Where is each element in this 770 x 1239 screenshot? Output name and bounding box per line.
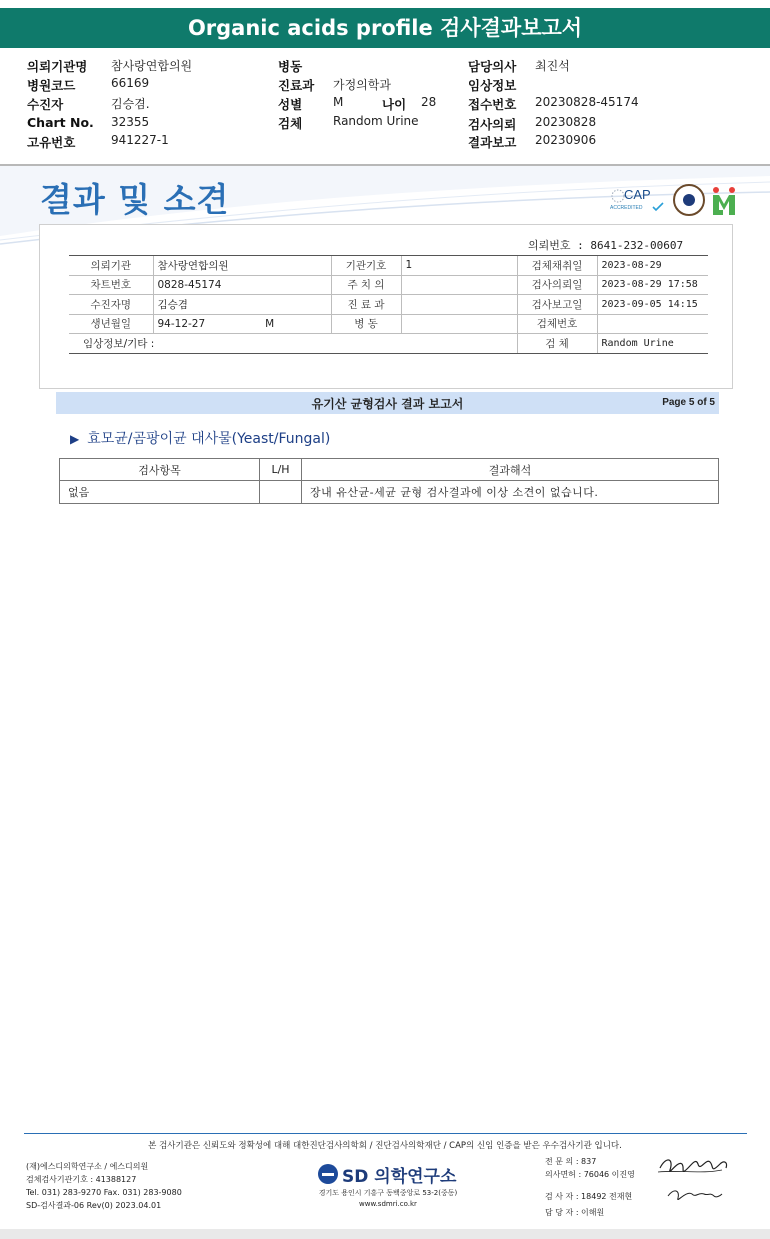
triangle-bullet-icon: ▶ xyxy=(70,432,80,446)
info-row: 차트번호 0828-45174 주 치 의 검사의뢰일 2023-08-29 17:58 xyxy=(69,275,708,295)
patient-value: 김승겸. xyxy=(111,97,150,111)
age-value: 28 xyxy=(421,95,437,109)
report-page xyxy=(0,166,770,1229)
clinical-label: 임상정보 xyxy=(468,78,517,93)
chart-no-label: Chart No. xyxy=(27,115,94,130)
cap-logo: CAP ACCREDITED xyxy=(608,186,664,216)
receipt-label: 접수번호 xyxy=(468,97,517,112)
accreditation-note: 본 검사기관은 신뢰도와 정확성에 대해 대한진단검사의학회 / 진단검사의학재단 / CAP의 신임 인증을 받은 우수검사기관 입니다. xyxy=(148,1141,622,1151)
info-row: 의뢰기관 참사랑연합의원 기관기호 1 검체채취일 2023-08-29 xyxy=(69,256,708,276)
signatures xyxy=(652,1150,734,1210)
unique-no-label: 고유번호 xyxy=(27,135,76,150)
subsection-title: ▶ 효모균/곰팡이균 대사물(Yeast/Fungal) xyxy=(70,431,331,447)
sex-label: 성별 xyxy=(278,97,303,112)
footer-divider xyxy=(24,1133,747,1134)
table-row: 없음 장내 유산균-세균 균형 검사결과에 이상 소견이 없습니다. xyxy=(60,481,719,504)
test-request-label: 검사의뢰 xyxy=(468,117,517,132)
report-date-value: 20230906 xyxy=(535,133,597,147)
results-table xyxy=(59,458,719,504)
results-header-row: 검사항목 L/H 결과해석 xyxy=(60,459,719,481)
ward-label: 병동 xyxy=(278,59,303,74)
report-title: Organic acids profile 검사결과보고서 xyxy=(0,8,770,48)
test-request-value: 20230828 xyxy=(535,115,597,129)
doctor-value: 최진석 xyxy=(535,59,570,73)
specimen-value: Random Urine xyxy=(333,114,419,128)
chart-no-value: 32355 xyxy=(111,115,150,129)
hospital-code-label: 병원코드 xyxy=(27,78,76,93)
requester-label: 의뢰기관명 xyxy=(27,59,88,74)
lm-logo xyxy=(710,186,738,216)
patient-label: 수진자 xyxy=(27,97,64,112)
hospital-code-value: 66169 xyxy=(111,76,150,90)
signers-block: 전 문 의 : 837 의사면허 : 76046 이진영 검 사 자 : 18492 전재현 담 당 자 : 이해원 xyxy=(545,1157,635,1217)
birth-sex: M xyxy=(265,317,275,330)
report-date-label: 결과보고 xyxy=(468,135,517,150)
dept-value: 가정의학과 xyxy=(333,78,391,92)
section-title: 유기산 균형검사 결과 보고서 xyxy=(311,397,464,411)
patient-info-box xyxy=(39,224,733,389)
info-row: 수진자명 김승겸 진 료 과 검사보고일 2023-09-05 14:15 xyxy=(69,295,708,315)
page-number: Page 5 of 5 xyxy=(662,397,715,408)
unique-no-value: 941227-1 xyxy=(111,133,169,147)
society-seal-logo xyxy=(673,184,705,216)
sd-logo-icon xyxy=(318,1164,338,1184)
section-title-bar xyxy=(56,392,719,414)
age-label: 나이 xyxy=(382,97,407,112)
page-bottom-edge xyxy=(0,1229,770,1239)
patient-header xyxy=(0,52,770,164)
checkmark-icon xyxy=(652,202,664,212)
patient-info-table xyxy=(69,255,708,354)
receipt-value: 20230828-45174 xyxy=(535,95,639,109)
specimen-label: 검체 xyxy=(278,116,303,131)
info-row: 생년월일 94-12-27 M 병 동 검체번호 xyxy=(69,314,708,334)
sex-value: M xyxy=(333,95,344,109)
page-title: 결과 및 소견 xyxy=(40,180,230,219)
accreditation-logos xyxy=(608,184,738,218)
institution-info: (재)에스디의학연구소 / 에스디의원 검체검사기관기호 : 41388127 Tel. 031) 283-9270 Fax. 031) 283-9080 SD-검사결과-06 Rev(0) 2023.04.01 xyxy=(26,1162,182,1210)
info-row: 임상정보/기타 : 검 체 Random Urine xyxy=(69,334,708,354)
sd-logo: SD 의학연구소 xyxy=(318,1162,458,1188)
doctor-label: 담당의사 xyxy=(468,59,517,74)
requester-value: 참사랑연합의원 xyxy=(111,59,193,73)
request-number: 의뢰번호 : 8641-232-00607 xyxy=(528,239,684,252)
dept-label: 진료과 xyxy=(278,78,315,93)
